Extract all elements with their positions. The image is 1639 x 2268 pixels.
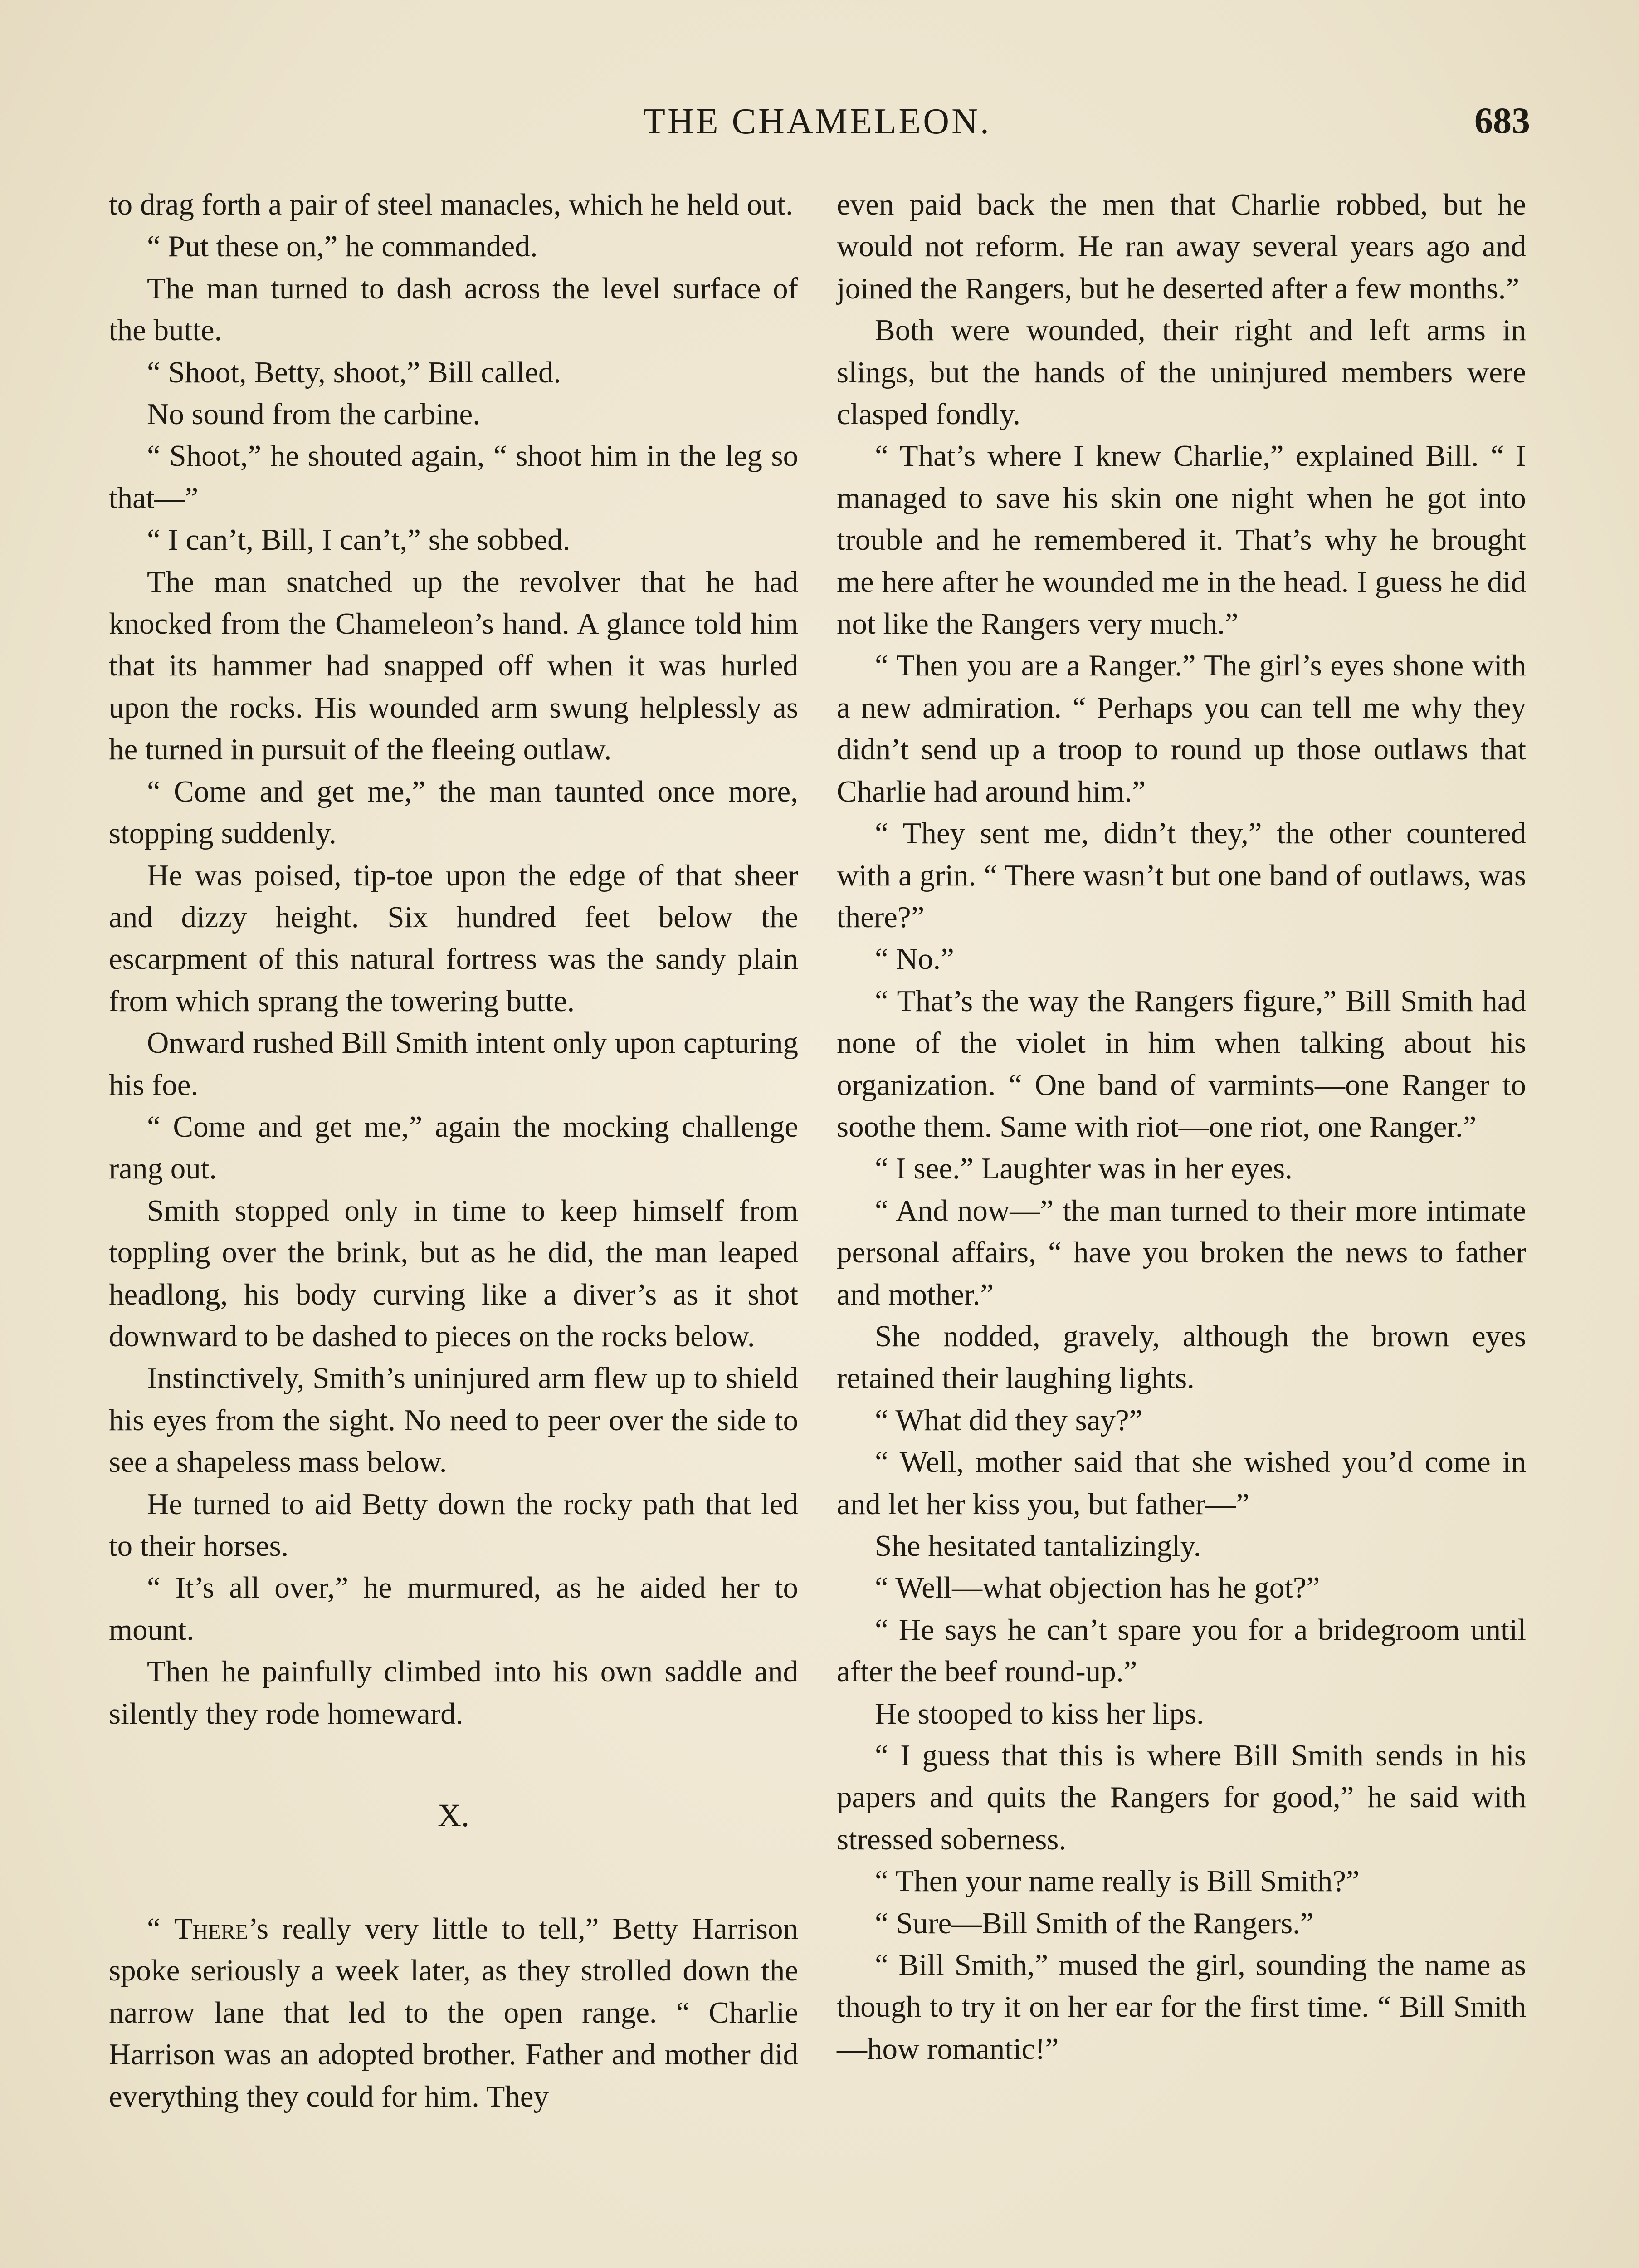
paragraph: “ He says he can’t spare you for a bridegroom until after the beef round-up.” xyxy=(837,1613,1526,1689)
paragraph: He stooped to kiss her lips. xyxy=(875,1696,1204,1730)
paragraph: “ Shoot,” he shouted again, “ shoot him in the leg so that—” xyxy=(109,439,798,515)
chapter-heading: X. xyxy=(438,1797,469,1834)
opening-text: ’s really very little to tell,” Betty Harrison spoke seriously a week later, as they strolled down the narrow lane that led to the open range. “ Charlie Harrison was an adopted brother. Father and mother did everything they could for him. They xyxy=(109,1912,798,2113)
paragraph: “ I can’t, Bill, I can’t,” she sobbed. xyxy=(147,523,571,557)
paragraph: Onward rushed Bill Smith intent only upon capturing his foe. xyxy=(109,1026,798,1102)
paragraph: Smith stopped only in time to keep himself from toppling over the brink, but as he did, the man leaped headlong, his body curving like a diver’s as it shot downward to be dashed to pieces on the rocks below. xyxy=(109,1193,798,1353)
paragraph: “ I see.” Laughter was in her eyes. xyxy=(875,1152,1293,1186)
paragraph: “ Well—what objection has he got?” xyxy=(875,1571,1320,1605)
paragraph: “ No.” xyxy=(875,942,954,976)
paragraph: “ Shoot, Betty, shoot,” Bill called. xyxy=(147,355,561,389)
paragraph: “ That’s the way the Rangers figure,” Bill Smith had none of the violet in him when talking about his organization. “ One band of varmints—one Ranger to soothe them. Same with riot—one riot, one Ranger.” xyxy=(837,984,1526,1144)
paragraph: “ Well, mother said that she wished you’d come in and let her kiss you, but father—” xyxy=(837,1445,1526,1521)
paragraph: “ Then you are a Ranger.” The girl’s eyes shone with a new admiration. “ Perhaps you can tell me why they didn’t send up a troop to round up those outlaws that Charlie had around him.” xyxy=(837,649,1526,808)
paragraph: He turned to aid Betty down the rocky path that led to their horses. xyxy=(109,1487,798,1563)
paragraph: “ They sent me, didn’t they,” the other countered with a grin. “ There wasn’t but one band of outlaws, was there?” xyxy=(837,816,1526,934)
paragraph: “ Then your name really is Bill Smith?” xyxy=(875,1864,1360,1898)
paragraph: The man turned to dash across the level surface of the butte. xyxy=(109,271,798,347)
paragraph: “ Put these on,” he commanded. xyxy=(147,230,538,264)
paragraph: “ Bill Smith,” mused the girl, sounding the name as though to try it on her ear for the first time. “ Bill Smith—how romantic!” xyxy=(837,1948,1526,2066)
left-column xyxy=(109,184,798,2117)
paragraph: Then he painfully climbed into his own saddle and silently they rode homeward. xyxy=(109,1655,798,1730)
running-title: THE CHAMELEON. xyxy=(643,102,991,142)
paragraph: “ And now—” the man turned to their more intimate personal affairs, “ have you broken the news to father and mother.” xyxy=(837,1193,1526,1311)
paragraph: “ What did they say?” xyxy=(875,1403,1143,1437)
chapter-opening-paragraph: “ There’s really very little to tell,” Betty Harrison spoke seriously a week later, as they strolled down the narrow lane that led to the open range. “ Charlie Harrison was an adopted brother. Father and mother did everything they could for him. They xyxy=(109,1912,798,2113)
paragraph: Both were wounded, their right and left arms in slings, but the hands of the uninjured members were clasped fondly. xyxy=(837,313,1526,431)
paragraph: “ Come and get me,” the man taunted once more, stopping suddenly. xyxy=(109,774,798,850)
page-number: 683 xyxy=(1474,100,1530,141)
opening-small-caps: There xyxy=(174,1912,249,1946)
paragraph: to drag forth a pair of steel manacles, which he held out. xyxy=(109,188,793,221)
paragraph: The man snatched up the revolver that he had knocked from the Chameleon’s hand. A glance told him that its hammer had snapped off when it was hurled upon the rocks. His wounded arm swung helplessly as he turned in pursuit of the fleeing outlaw. xyxy=(109,565,798,767)
paragraph: even paid back the men that Charlie robbed, but he would not reform. He ran away several years ago and joined the Rangers, but he deserted after a few months.” xyxy=(837,188,1526,305)
page-header xyxy=(104,98,1530,147)
paragraph: No sound from the carbine. xyxy=(147,397,480,431)
paragraph: “ That’s where I knew Charlie,” explained Bill. “ I managed to save his skin one night when he got into trouble and he remembered it. That’s why he brought me here after he wounded me in the head. I guess he did not like the Rangers very much.” xyxy=(837,439,1526,641)
paragraph: Instinctively, Smith’s uninjured arm flew up to shield his eyes from the sight. No need to peer over the side to see a shapeless mass below. xyxy=(109,1361,798,1479)
paragraph: He was poised, tip-toe upon the edge of that sheer and dizzy height. Six hundred feet below the escarpment of this natural fortress was the sandy plain from which sprang the towering butte. xyxy=(109,858,798,1018)
paragraph: She hesitated tantalizingly. xyxy=(875,1529,1201,1563)
paragraph: She nodded, gravely, although the brown eyes retained their laughing lights. xyxy=(837,1319,1526,1395)
paragraph: “ I guess that this is where Bill Smith sends in his papers and quits the Rangers for good,” he said with stressed soberness. xyxy=(837,1739,1526,1856)
paragraph: “ Come and get me,” again the mocking challenge rang out. xyxy=(109,1110,798,1186)
right-column xyxy=(837,184,1526,2070)
paragraph: “ It’s all over,” he murmured, as he aided her to mount. xyxy=(109,1571,798,1647)
paragraph: “ Sure—Bill Smith of the Rangers.” xyxy=(875,1906,1314,1940)
